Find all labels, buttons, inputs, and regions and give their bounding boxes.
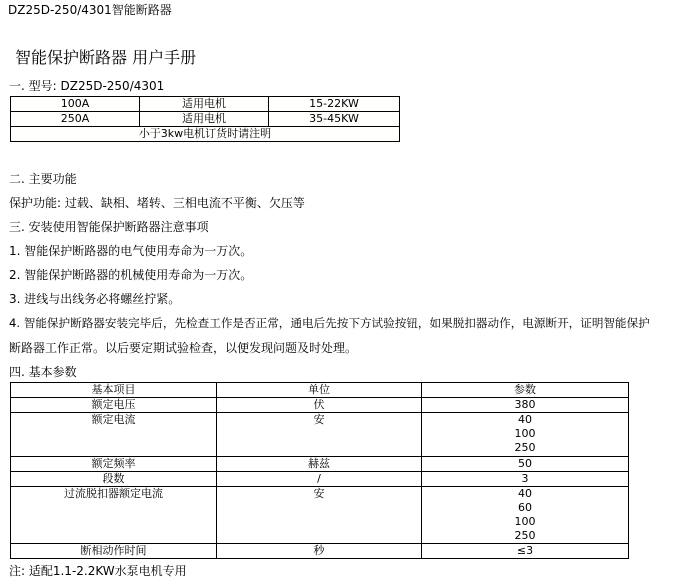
table-row [11,398,629,413]
table-cell: 100A [11,97,140,112]
list-item: 1. 智能保护断路器的电气使用寿命为一万次。 [9,244,253,258]
table-footer-note: 小于3kw电机订货时请注明 [11,127,400,142]
table-cell: 过流脱扣器额定电流 [11,487,217,544]
table-cell: 15-22KW [269,97,400,112]
table-cell: 额定频率 [11,457,217,472]
table-cell: 赫兹 [217,457,422,472]
table-row [11,127,400,142]
table-cell: 段数 [11,472,217,487]
table-cell: 安 [217,487,422,544]
table-cell: 35-45KW [269,112,400,127]
document-title: 智能保护断路器 用户手册 [15,48,197,67]
table-cell [422,487,629,544]
section1-heading: 一. 型号: DZ25D-250/4301 [9,79,165,93]
list-item: 断路器工作正常。以后要定期试验检查，以便发现问题及时处理。 [9,341,358,355]
table-cell: / [217,472,422,487]
value-line: 100 [514,427,536,440]
table-cell: 250A [11,112,140,127]
section4-heading: 四. 基本参数 [9,365,77,379]
value-line: 250 [514,529,536,542]
table-header-cell: 单位 [217,383,422,398]
parameters-table [10,382,629,559]
table-cell: 伏 [217,398,422,413]
table-cell: 额定电压 [11,398,217,413]
table-row [11,97,400,112]
table-cell: ≤3 [422,544,629,559]
list-item: 4. 智能保护断路器安装完毕后，先检查工作是否正常，通电后先按下方试验按钮，如果脱扣器动作，电源断开，证明智能保护 [9,316,650,330]
table-cell [422,413,629,457]
table-header-row [11,383,629,398]
table-header-cell: 参数 [422,383,629,398]
table-row [11,112,400,127]
section2-heading: 二. 主要功能 [9,172,77,186]
list-item: 3. 进线与出线务必将螺丝拧紧。 [9,292,181,306]
table-cell: 50 [422,457,629,472]
table-cell: 3 [422,472,629,487]
page-header: DZ25D-250/4301智能断路器 [8,3,172,17]
table-row [11,457,629,472]
table-cell: 断相动作时间 [11,544,217,559]
section2-text: 保护功能: 过载、缺相、堵转、三相电流不平衡、欠压等 [9,196,305,210]
value-line: 40 [518,487,532,500]
table-cell: 380 [422,398,629,413]
value-line: 40 [518,413,532,426]
list-item: 2. 智能保护断路器的机械使用寿命为一万次。 [9,268,253,282]
table-cell: 额定电流 [11,413,217,457]
table-row [11,472,629,487]
table-row [11,413,629,457]
table-cell: 适用电机 [140,112,269,127]
value-line: 60 [518,501,532,514]
table-row [11,487,629,544]
value-line: 250 [514,441,536,454]
table-row [11,544,629,559]
model-table [10,96,400,142]
footnote: 注: 适配1.1-2.2KW水泵电机专用 [9,564,187,578]
section3-heading: 三. 安装使用智能保护断路器注意事项 [9,220,209,234]
table-cell: 安 [217,413,422,457]
value-line: 100 [514,515,536,528]
table-header-cell: 基本项目 [11,383,217,398]
table-cell: 适用电机 [140,97,269,112]
table-cell: 秒 [217,544,422,559]
